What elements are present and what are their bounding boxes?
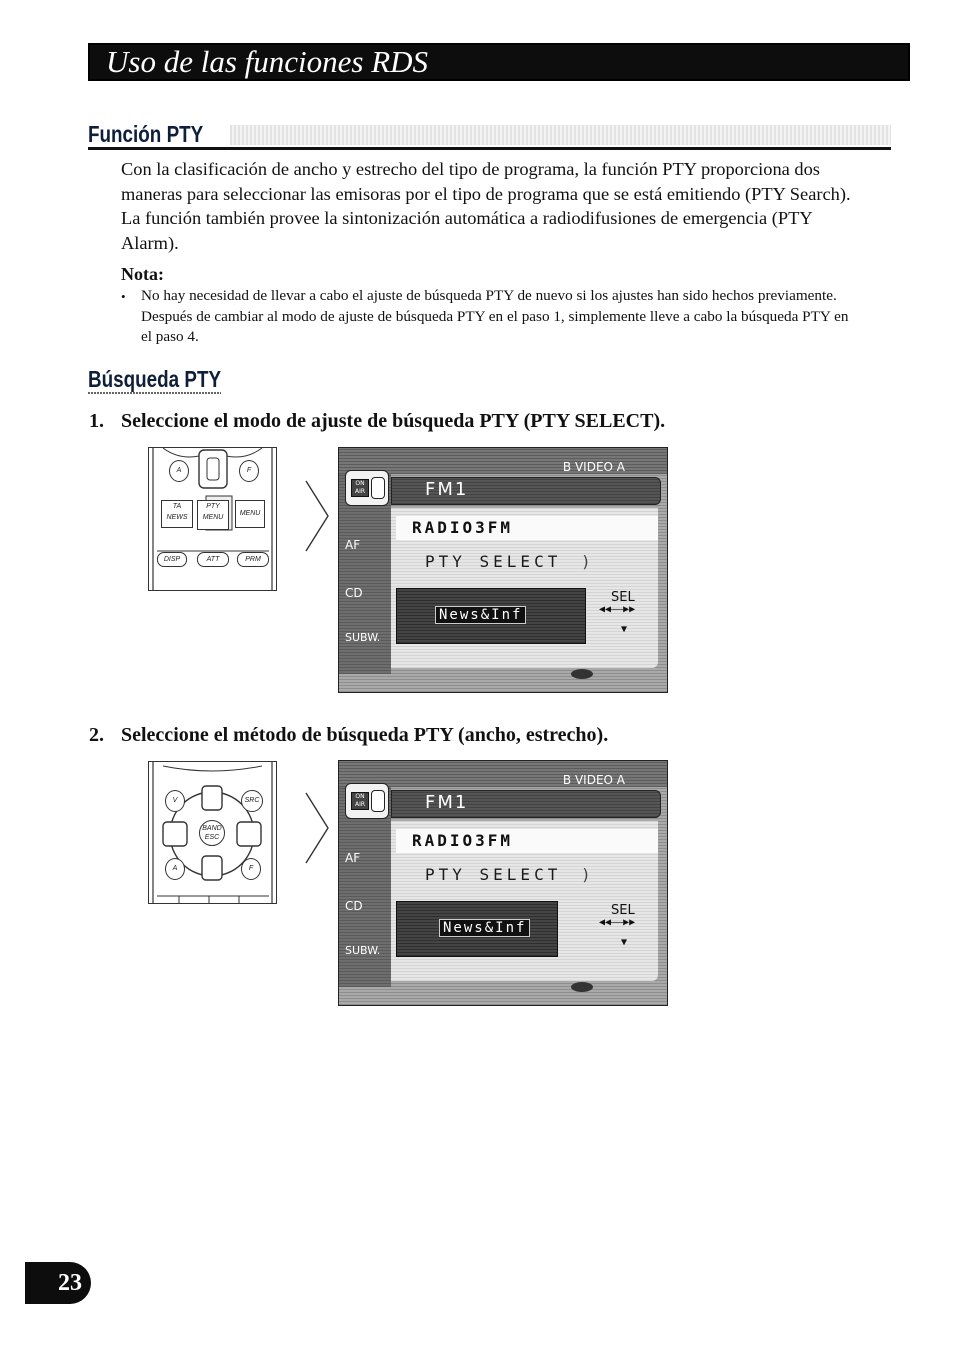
knob-icon xyxy=(371,477,385,499)
display-screen-2 xyxy=(338,760,668,1006)
prm-button[interactable]: PRM xyxy=(237,552,269,567)
band-esc-button[interactable]: BAND ESC xyxy=(199,820,225,846)
f-button[interactable]: F xyxy=(241,858,261,880)
af-indicator: AF xyxy=(345,538,361,552)
logo-icon xyxy=(571,669,593,679)
v-button[interactable]: V xyxy=(165,790,185,812)
a-button[interactable]: A xyxy=(165,858,185,880)
sel-down-icon: ▼ xyxy=(621,624,628,635)
section-heading-band xyxy=(230,125,891,145)
af-indicator: AF xyxy=(345,851,361,865)
step-text: Seleccione el modo de ajuste de búsqueda PTY (PTY SELECT). xyxy=(121,410,666,432)
on-air-icon xyxy=(345,470,389,506)
band-label: FM1 xyxy=(425,479,469,500)
on-air-label: ON AIR xyxy=(351,792,369,810)
knob-icon xyxy=(371,790,385,812)
arrow-right-icon xyxy=(305,792,329,864)
src-button[interactable]: SRC xyxy=(241,790,263,812)
band-label: FM1 xyxy=(425,792,469,813)
pty-value: News&Inf xyxy=(439,919,530,937)
mode-label: PTY SELECT xyxy=(425,552,562,571)
disp-button[interactable]: DISP xyxy=(157,552,187,567)
video-indicator: B VIDEO A xyxy=(562,773,625,787)
menu-button[interactable]: MENU xyxy=(235,500,265,528)
remote-illustration-1 xyxy=(148,447,277,591)
page-number: 23 xyxy=(25,1262,91,1304)
pty-value: News&Inf xyxy=(435,606,526,624)
sel-arrows-icon: ◀◀——▶▶ xyxy=(599,917,636,928)
logo-icon xyxy=(571,982,593,992)
step-text: Seleccione el método de búsqueda PTY (ancho, estrecho). xyxy=(121,724,609,746)
pty-menu-button[interactable]: PTY MENU xyxy=(197,500,229,530)
note-text: No hay necesidad de llevar a cabo el ajuste de búsqueda PTY de nuevo si los ajustes han sido hechos previamente. Después de cambiar al modo de ajuste de búsqueda PTY en el paso 1, simplemente lleve a cabo la búsqueda PTY en el paso 4. xyxy=(141,287,849,345)
cd-indicator: CD xyxy=(345,586,363,600)
display-screen-1 xyxy=(338,447,668,693)
sel-arrows-icon: ◀◀——▶▶ xyxy=(599,604,636,615)
arrow-right-icon xyxy=(305,480,329,552)
intro-paragraph: Con la clasificación de ancho y estrecho del tipo de programa, la función PTY proporciona dos maneras para seleccionar las emisoras por el tipo de programa que se está emitiendo (PTY Search). La función también provee la sintonización automática a radiodifusiones de emergencia (PTY Alarm). xyxy=(121,159,851,253)
step-1 xyxy=(89,409,665,433)
cd-indicator: CD xyxy=(345,899,363,913)
note-title: Nota: xyxy=(121,264,164,284)
step-number: 2. xyxy=(89,724,104,746)
subw-indicator: SUBW. xyxy=(345,944,381,957)
sel-label: SEL xyxy=(611,903,635,918)
att-button[interactable]: ATT xyxy=(197,552,229,567)
sel-down-icon: ▼ xyxy=(621,937,628,948)
mode-bracket: ) xyxy=(581,865,591,884)
section-divider xyxy=(88,147,891,150)
sel-label: SEL xyxy=(611,590,635,605)
remote-illustration-2 xyxy=(148,761,277,904)
video-indicator: B VIDEO A xyxy=(562,460,625,474)
ta-news-button[interactable]: TA NEWS xyxy=(161,500,193,528)
section-title-busqueda-pty: Búsqueda PTY xyxy=(88,366,222,392)
mode-label: PTY SELECT xyxy=(425,865,562,884)
page-header-title: Uso de las funciones RDS xyxy=(106,44,429,79)
a-button[interactable]: A xyxy=(169,460,189,482)
subw-indicator: SUBW. xyxy=(345,631,381,644)
mode-bracket: ) xyxy=(581,552,591,571)
step-2 xyxy=(89,723,608,747)
section-title-funcion-pty: Función PTY xyxy=(88,121,204,147)
step-number: 1. xyxy=(89,410,104,432)
subsection-divider xyxy=(88,392,221,394)
f-button[interactable]: F xyxy=(239,460,259,482)
station-name: RADIO3FM xyxy=(412,831,514,850)
on-air-label: ON AIR xyxy=(351,479,369,497)
on-air-icon xyxy=(345,783,389,819)
station-name: RADIO3FM xyxy=(412,518,514,537)
note-bullet: • xyxy=(121,289,126,304)
